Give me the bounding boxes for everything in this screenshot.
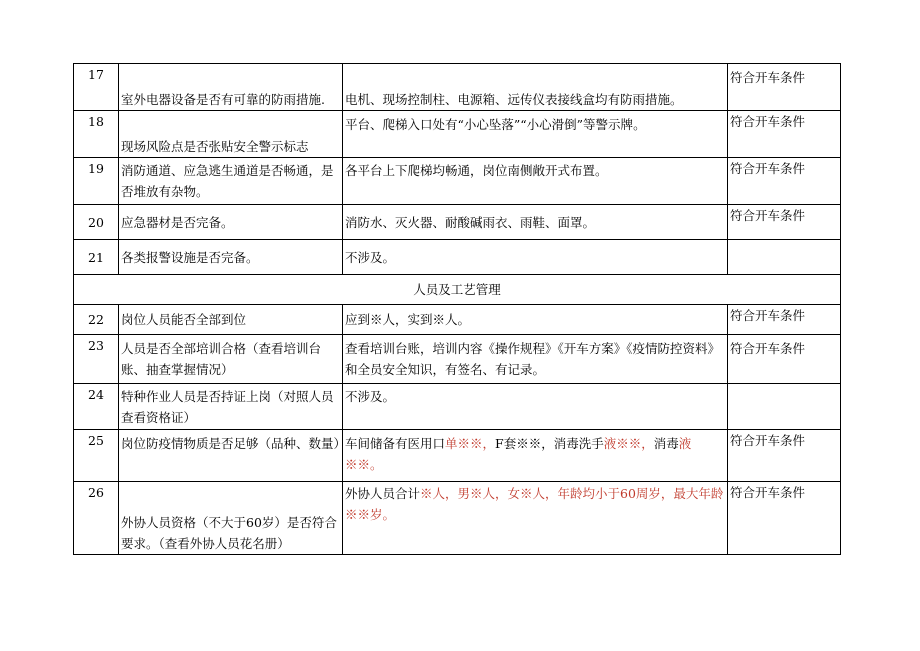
check-result: 符合开车条件 — [728, 482, 841, 555]
detail-text: F套※※，消毒洗手 — [495, 436, 604, 451]
row-number: 17 — [74, 64, 119, 111]
check-item: 室外电器设备是否有可靠的防雨措施. — [119, 64, 343, 111]
detail-highlight: 单※※， — [445, 436, 496, 451]
check-item: 岗位人员能否全部到位 — [119, 305, 343, 335]
check-result: 符合开车条件 — [728, 64, 841, 111]
row-number: 25 — [74, 430, 119, 482]
check-detail — [343, 430, 728, 482]
table-row — [74, 158, 841, 205]
check-detail: 应到※人，实到※人。 — [343, 305, 728, 335]
row-number: 26 — [74, 482, 119, 555]
table-row — [74, 111, 841, 158]
table-row — [74, 482, 841, 555]
check-detail — [343, 482, 728, 555]
check-item: 应急器材是否完备。 — [119, 205, 343, 240]
check-item: 消防通道、应急逃生通道是否畅通，是否堆放有杂物。 — [119, 158, 343, 205]
check-item: 各类报警设施是否完备。 — [119, 240, 343, 275]
check-item: 特种作业人员是否持证上岗（对照人员查看资格证） — [119, 384, 343, 430]
detail-highlight: 液※※， — [603, 436, 654, 451]
row-number: 23 — [74, 335, 119, 384]
detail-text: 消毒 — [653, 436, 679, 451]
check-detail: 消防水、灭火器、耐酸碱雨衣、雨鞋、面罩。 — [343, 205, 728, 240]
check-detail: 不涉及。 — [343, 240, 728, 275]
row-number: 22 — [74, 305, 119, 335]
check-result: 符合开车条件 — [728, 205, 841, 240]
table-row — [74, 335, 841, 384]
table-row — [74, 430, 841, 482]
table-row — [74, 384, 841, 430]
check-result: 符合开车条件 — [728, 158, 841, 205]
table-row — [74, 205, 841, 240]
check-result: 符合开车条件 — [728, 111, 841, 158]
check-detail: 查看培训台账，培训内容《操作规程》《开车方案》《疫情防控资料》和全员安全知识，有签名、有记录。 — [343, 335, 728, 384]
check-result: 符合开车条件 — [728, 335, 841, 384]
check-item: 岗位防疫情物质是否足够（品种、数量） — [119, 430, 343, 482]
check-item: 外协人员资格（不大于60岁）是否符合要求。（查看外协人员花名册） — [119, 482, 343, 555]
check-result: 符合开车条件 — [728, 430, 841, 482]
section-row — [74, 275, 841, 305]
check-item: 人员是否全部培训合格（查看培训台账、抽查掌握情况） — [119, 335, 343, 384]
detail-highlight: ※人，男※人，女※人，年龄均小于60周岁，最大年龄※※岁。 — [345, 486, 724, 522]
detail-text: 车间储备有医用口 — [345, 436, 446, 451]
check-result — [728, 384, 841, 430]
row-number: 24 — [74, 384, 119, 430]
check-result — [728, 240, 841, 275]
table-row — [74, 240, 841, 275]
check-item: 现场风险点是否张贴安全警示标志 — [119, 111, 343, 158]
detail-text: 外协人员合计 — [345, 486, 421, 501]
check-detail: 各平台上下爬梯均畅通，岗位南侧敞开式布置。 — [343, 158, 728, 205]
section-title: 人员及工艺管理 — [74, 275, 841, 305]
check-detail: 不涉及。 — [343, 384, 728, 430]
row-number: 19 — [74, 158, 119, 205]
check-detail: 平台、爬梯入口处有“小心坠落”“小心滑倒”等警示牌。 — [343, 111, 728, 158]
check-detail: 电机、现场控制柱、电源箱、远传仪表接线盒均有防雨措施。 — [343, 64, 728, 111]
row-number: 20 — [74, 205, 119, 240]
check-result: 符合开车条件 — [728, 305, 841, 335]
detail-highlight: 液※※。 — [345, 436, 692, 472]
row-number: 18 — [74, 111, 119, 158]
checklist-table — [73, 63, 841, 555]
row-number: 21 — [74, 240, 119, 275]
table-row — [74, 305, 841, 335]
table-row — [74, 64, 841, 111]
